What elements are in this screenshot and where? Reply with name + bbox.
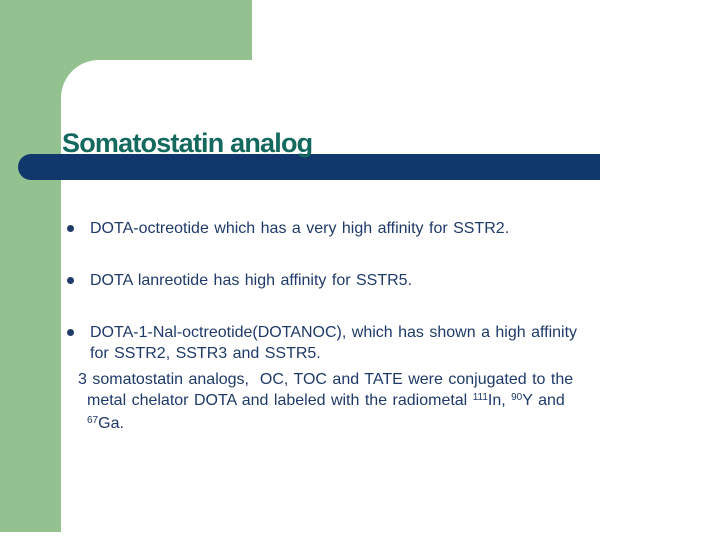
closing-paragraph — [66, 369, 646, 436]
bullet-text — [90, 322, 656, 364]
bullet-item-1 — [66, 218, 656, 239]
bullet-item-3 — [66, 322, 656, 364]
bullet-text-line-2: for SSTR2, SSTR3 and SSTR5. — [90, 345, 321, 362]
bullet-icon — [67, 277, 74, 284]
isotope-superscript: 67 — [87, 415, 99, 426]
isotope-superscript: 90 — [511, 392, 523, 403]
bullet-text: DOTA lanreotide has high affinity for SSTR5. — [90, 272, 413, 289]
bullet-text-line-1: DOTA-1-Nal-octreotide(DOTANOC), which has shown a high affinity — [90, 324, 578, 341]
bullet-item-2 — [66, 270, 656, 291]
paragraph-line-2: metal chelator DOTA and labeled with the radiometal $^{111}$In, $^{90}$Y and — [87, 392, 565, 409]
bullet-icon — [67, 225, 74, 232]
isotope-superscript: 111 — [472, 392, 488, 403]
paragraph-line-3: $^{67}$Ga. — [87, 415, 124, 432]
page-title: Somatostatin analog — [62, 128, 313, 159]
bullet-text: DOTA-octreotide which has a very high affinity for SSTR2. — [90, 220, 510, 237]
bullet-icon — [67, 329, 74, 336]
paragraph-line-1: 3 somatostatin analogs, OC, TOC and TATE were conjugated to the — [78, 371, 574, 388]
